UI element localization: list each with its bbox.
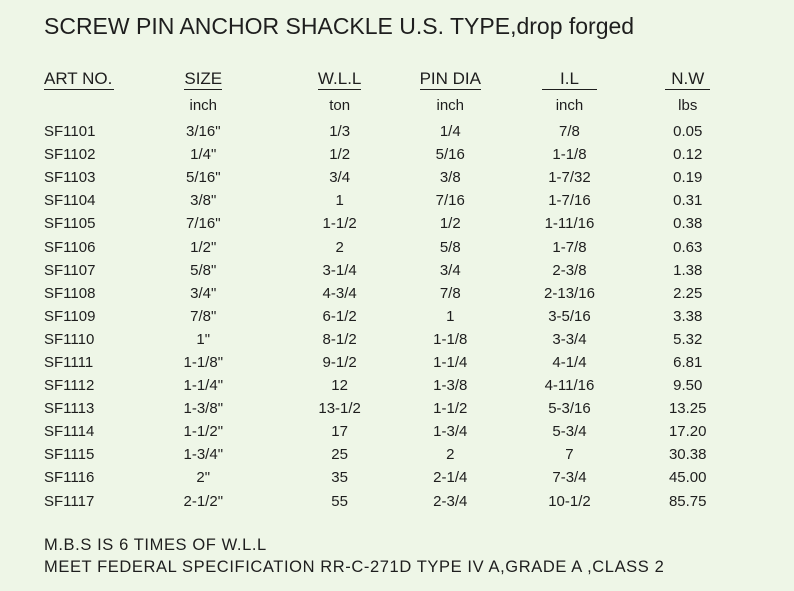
note-mbs: M.B.S IS 6 TIMES OF W.L.L (44, 536, 267, 554)
table-cell: 1/4" (190, 146, 217, 164)
table-cell: 7/8 (559, 123, 580, 141)
table-cell: 0.05 (673, 123, 703, 141)
table-cell: 1-1/2" (183, 423, 224, 441)
table-cell: 2" (196, 469, 211, 487)
table-cell: 1-1/2 (433, 400, 468, 418)
table-row (44, 374, 744, 397)
table-cell: 1 (335, 192, 344, 210)
table-row (44, 120, 744, 143)
table-cell: 4-1/4 (552, 353, 587, 371)
table-header-row (44, 66, 744, 92)
table-cell: 3-3/4 (552, 330, 587, 348)
table-row (44, 490, 744, 513)
table-cell: 1-11/16 (544, 215, 595, 233)
table-cell: 5/8 (439, 238, 461, 256)
unit-cell: inch (189, 96, 218, 114)
table-cell: 0.38 (673, 215, 703, 233)
table-cell: 0.63 (673, 238, 703, 256)
table-cell: 2.25 (673, 284, 703, 302)
table-cell: 13.25 (668, 400, 707, 418)
table-cell: 25 (331, 446, 348, 464)
unit-cell: inch (555, 96, 584, 114)
table-row (44, 143, 744, 166)
table-cell: 3/8 (439, 169, 461, 187)
table-cell: 2-3/8 (552, 261, 587, 279)
table-cell: 10-1/2 (548, 492, 591, 510)
table-cell: 1/4 (439, 123, 461, 141)
table-row (44, 466, 744, 489)
table-cell: 17.20 (668, 423, 707, 441)
table-cell: 1-3/4 (433, 423, 468, 441)
table-cell: 5-3/4 (552, 423, 587, 441)
note-specification: MEET FEDERAL SPECIFICATION RR-C-271D TYPE IV A,GRADE A ,CLASS 2 (44, 558, 665, 576)
unit-cell: inch (436, 96, 465, 114)
table-row (44, 235, 744, 258)
table-cell: 2-3/4 (433, 492, 468, 510)
table-cell: SF1104 (44, 192, 96, 210)
column-header-il: I.L (507, 69, 631, 90)
table-cell: SF1110 (44, 330, 95, 348)
table-cell: 35 (331, 469, 348, 487)
table-cell: 1 (446, 307, 455, 325)
table-cell: 13-1/2 (318, 400, 361, 418)
table-cell: 45.00 (668, 469, 707, 487)
table-row (44, 305, 744, 328)
table-cell: SF1115 (44, 446, 95, 464)
table-row (44, 166, 744, 189)
table-cell: SF1117 (44, 492, 95, 510)
table-cell: SF1111 (44, 353, 94, 371)
table-cell: SF1101 (44, 123, 96, 141)
table-cell: 12 (331, 377, 348, 395)
spec-table (44, 66, 744, 513)
table-row (44, 282, 744, 305)
table-cell: 1-1/2 (322, 215, 357, 233)
table-cell: 6-1/2 (322, 307, 357, 325)
column-header-art-no: ART NO. (44, 68, 113, 88)
notes (44, 534, 664, 578)
table-cell: 7/8" (190, 307, 217, 325)
table-cell: 3/16" (186, 123, 221, 141)
table-cell: SF1107 (44, 261, 96, 279)
table-cell: 1-1/8 (552, 146, 587, 164)
table-cell: 1-7/16 (548, 192, 591, 210)
table-cell: 1" (196, 330, 211, 348)
table-cell: 4-3/4 (322, 284, 357, 302)
table-row (44, 328, 744, 351)
table-cell: 3/4 (329, 169, 351, 187)
table-cell: 2-1/2" (183, 492, 224, 510)
table-cell: 85.75 (668, 492, 707, 510)
table-cell: 2-1/4 (433, 469, 468, 487)
table-cell: SF1105 (44, 215, 96, 233)
table-cell: 6.81 (673, 353, 703, 371)
table-cell: 7-3/4 (552, 469, 587, 487)
table-cell: 8-1/2 (322, 330, 357, 348)
table-cell: 1-1/4" (183, 377, 224, 395)
table-cell: 3/4 (439, 261, 461, 279)
table-cell: 5/8" (190, 261, 217, 279)
column-header-size: SIZE (184, 68, 223, 88)
table-row (44, 397, 744, 420)
unit-cell: lbs (678, 96, 698, 114)
table-cell: 3/4" (190, 284, 217, 302)
table-cell: 3/8" (190, 192, 217, 210)
table-cell: 1/3 (329, 123, 351, 141)
table-cell: 1-7/32 (548, 169, 591, 187)
table-cell: 5-3/16 (548, 400, 591, 418)
table-cell: 3-5/16 (548, 307, 591, 325)
table-body (44, 120, 744, 513)
table-cell: 7 (565, 446, 574, 464)
table-cell: 1-3/8 (433, 377, 468, 395)
table-cell: 4-11/16 (544, 377, 595, 395)
table-cell: 7/8 (439, 284, 461, 302)
table-cell: SF1108 (44, 284, 96, 302)
table-cell: 3.38 (673, 307, 703, 325)
table-cell: 7/16" (186, 215, 221, 233)
table-cell: SF1106 (44, 238, 96, 256)
table-cell: 2 (335, 238, 344, 256)
table-cell: 1.38 (673, 261, 703, 279)
table-cell: 5/16 (435, 146, 465, 164)
column-header-pin-dia: PIN DIA (419, 68, 481, 88)
table-cell: 17 (331, 423, 348, 441)
table-cell: 1/2" (190, 238, 217, 256)
table-cell: 0.31 (673, 192, 703, 210)
table-cell: 2-13/16 (544, 284, 595, 302)
table-cell: 55 (331, 492, 348, 510)
table-cell: SF1103 (44, 169, 96, 187)
table-cell: 1-3/8" (183, 400, 224, 418)
table-cell: 5/16" (186, 169, 221, 187)
table-row (44, 259, 744, 282)
table-cell: SF1113 (44, 400, 95, 418)
table-cell: 2 (446, 446, 455, 464)
table-cell: SF1102 (44, 146, 96, 164)
table-row (44, 212, 744, 235)
table-cell: SF1109 (44, 307, 96, 325)
table-cell: SF1112 (44, 377, 95, 395)
table-row (44, 351, 744, 374)
page-title: SCREW PIN ANCHOR SHACKLE U.S. TYPE,drop forged (44, 13, 635, 39)
table-cell: 1-1/8 (433, 330, 468, 348)
table-cell: 9.50 (673, 377, 703, 395)
table-cell: 1-1/8" (183, 353, 224, 371)
table-row (44, 189, 744, 212)
table-cell: 1-7/8 (552, 238, 587, 256)
table-cell: 9-1/2 (322, 353, 357, 371)
table-row (44, 443, 744, 466)
table-cell: SF1114 (44, 423, 95, 441)
table-cell: 0.19 (673, 169, 703, 187)
table-cell: 1-3/4" (183, 446, 224, 464)
table-cell: 7/16 (435, 192, 465, 210)
table-cell: 30.38 (668, 446, 707, 464)
table-cell: 3-1/4 (322, 261, 357, 279)
column-header-wll: W.L.L (317, 68, 362, 88)
table-cell: 5.32 (673, 330, 703, 348)
column-header-nw: N.W (631, 69, 744, 90)
table-row (44, 420, 744, 443)
table-unit-row (44, 92, 744, 118)
table-cell: SF1116 (44, 469, 95, 487)
table-cell: 1-1/4 (433, 353, 468, 371)
unit-cell: ton (329, 96, 351, 114)
table-cell: 1/2 (439, 215, 461, 233)
table-cell: 1/2 (329, 146, 351, 164)
table-cell: 0.12 (673, 146, 703, 164)
